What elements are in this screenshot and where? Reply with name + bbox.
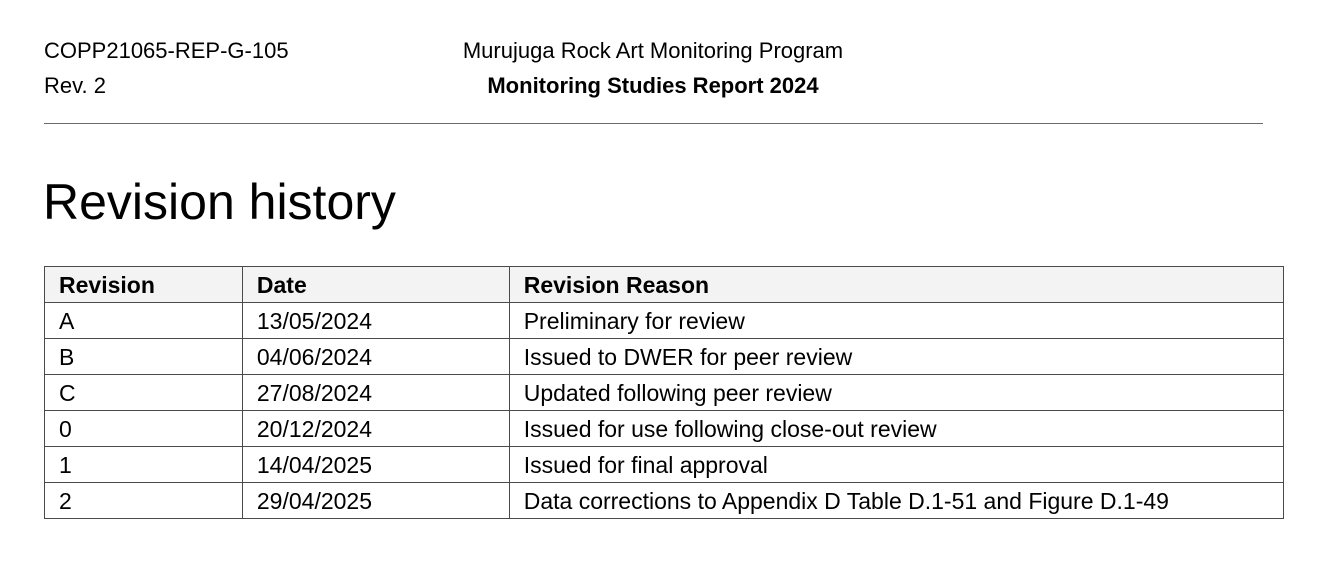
section-title: Revision history [43, 174, 396, 230]
table-header-row [45, 267, 1284, 303]
reason-cell: Issued for use following close-out review [509, 411, 1283, 447]
revision-cell: B [45, 339, 243, 375]
date-cell: 14/04/2025 [242, 447, 509, 483]
document-number: COPP21065-REP-G-105 [44, 38, 289, 63]
revision-history-table [44, 266, 1284, 519]
date-cell: 29/04/2025 [242, 483, 509, 519]
table-row [45, 339, 1284, 375]
date-cell: 20/12/2024 [242, 411, 509, 447]
column-header-date: Date [242, 267, 509, 303]
column-header-revision: Revision [45, 267, 243, 303]
reason-cell: Data corrections to Appendix D Table D.1-51 and Figure D.1-49 [509, 483, 1283, 519]
header-left [44, 33, 289, 103]
date-cell: 27/08/2024 [242, 375, 509, 411]
header-center [447, 33, 859, 103]
table-row [45, 303, 1284, 339]
table-row [45, 411, 1284, 447]
reason-cell: Issued to DWER for peer review [509, 339, 1283, 375]
program-name: Murujuga Rock Art Monitoring Program [462, 38, 844, 63]
revision-cell: C [45, 375, 243, 411]
date-cell: 13/05/2024 [242, 303, 509, 339]
revision-cell: 0 [45, 411, 243, 447]
table-row [45, 375, 1284, 411]
reason-cell: Preliminary for review [509, 303, 1283, 339]
reason-cell: Issued for final approval [509, 447, 1283, 483]
revision-cell: 1 [45, 447, 243, 483]
column-header-reason: Revision Reason [509, 267, 1283, 303]
revision-label: Rev. 2 [44, 73, 106, 98]
revision-cell: 2 [45, 483, 243, 519]
table-row [45, 447, 1284, 483]
revision-cell: A [45, 303, 243, 339]
report-title: Monitoring Studies Report 2024 [487, 73, 819, 98]
header-divider [44, 123, 1263, 124]
table-row [45, 483, 1284, 519]
date-cell: 04/06/2024 [242, 339, 509, 375]
reason-cell: Updated following peer review [509, 375, 1283, 411]
